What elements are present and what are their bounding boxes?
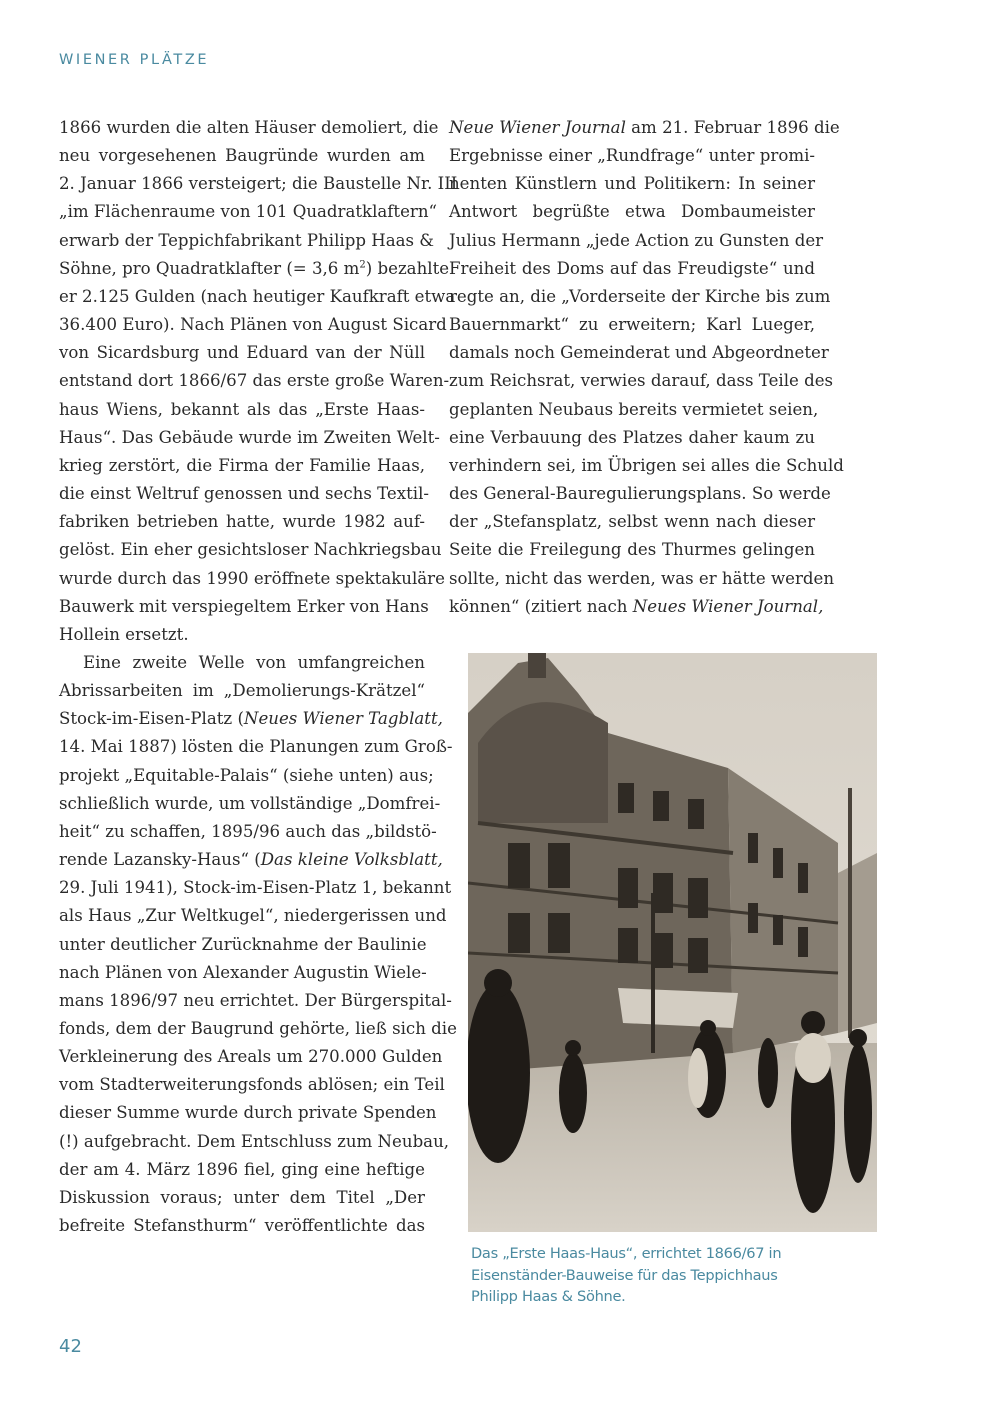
text-line: erwarb der Teppichfabrikant Philipp Haas & [59, 230, 435, 250]
text-line: fabriken betrieben hatte, wurde 1982 auf- [59, 512, 425, 532]
page-number: 42 [59, 1336, 82, 1357]
text-segment: am 21. Februar 1896 die [625, 118, 840, 137]
text-line: „im Flächenraume von 101 Quadratklaftern“ [59, 202, 438, 222]
text-line: projekt „Equitable-Palais“ (siehe unten) aus; [59, 765, 434, 785]
text-line: Antwort begrüßte etwa Dombaumeister [449, 202, 815, 222]
text-line: entstand dort 1866/67 das erste große Waren- [59, 371, 450, 391]
text-line: eine Verbauung des Platzes daher kaum zu [449, 427, 815, 447]
text-line: Hollein ersetzt. [59, 624, 189, 644]
text-line: regte an, die „Vorderseite der Kirche bis zum [449, 286, 831, 306]
text-line: (!) aufgebracht. Dem Entschluss zum Neubau, [59, 1131, 450, 1151]
text-line: zum Reichsrat, verwies darauf, dass Teile des [449, 371, 834, 391]
text-line: geplanten Neubaus bereits vermietet seien, [449, 399, 819, 419]
text-line: Haus“. Das Gebäude wurde im Zweiten Welt- [59, 427, 440, 447]
paragraph [59, 649, 457, 1240]
text-line: 2. Januar 1866 versteigert; die Baustelle Nr. III [59, 174, 458, 194]
text-line: dieser Summe wurde durch private Spenden [59, 1103, 437, 1123]
text-line: vom Stadterweiterungsfonds ablösen; ein Teil [59, 1075, 445, 1095]
figure-caption [471, 1243, 871, 1308]
text-line: wurde durch das 1990 eröffnete spektakuläre [59, 568, 445, 588]
text-line: nach Plänen von Alexander Augustin Wiele- [59, 962, 427, 982]
text-line: krieg zerstört, die Firma der Familie Haas, [59, 455, 425, 475]
text-line: die einst Weltruf genossen und sechs Textil- [59, 484, 429, 504]
text-line: er 2.125 Gulden (nach heutiger Kaufkraft etwa [59, 286, 456, 306]
text-segment: können“ (zitiert nach [449, 596, 633, 616]
text-line: haus Wiens, bekannt als das „Erste Haas- [59, 399, 425, 419]
text-line: als Haus „Zur Weltkugel“, niedergerissen und [59, 906, 447, 926]
text-line: der „Stefansplatz, selbst wenn nach dieser [449, 512, 815, 532]
text-line: schließlich wurde, um vollständige „Domfrei- [59, 793, 441, 813]
text-line: verhindern sei, im Übrigen sei alles die Schuld [449, 455, 844, 475]
building-photo-illustration [468, 653, 877, 1232]
text-line: der am 4. März 1896 fiel, ging eine heftige [59, 1159, 425, 1179]
caption-line: Philipp Haas & Söhne. [471, 1288, 626, 1305]
text-line: 29. Juli 1941), Stock-im-Eisen-Platz 1, bekannt [59, 878, 452, 898]
text-line: 1866 wurden die alten Häuser demoliert, die [59, 118, 439, 137]
text-line: damals noch Gemeinderat und Abgeordneter [449, 343, 829, 363]
newspaper-title: Neue Wiener Journal [449, 118, 626, 137]
text-line: Bauwerk mit verspiegeltem Erker von Hans [59, 596, 429, 616]
running-head: WIENER PLÄTZE [59, 52, 210, 68]
caption-line: Eisenständer-Bauweise für das Teppichhaus [471, 1266, 778, 1284]
text-line: Eine zweite Welle von umfangreichen [83, 652, 425, 672]
text-segment: Söhne, pro Quadratklafter (= 3,6 m [59, 258, 360, 278]
text-line: Abrissarbeiten im „Demolierungs-Krätzel“ [59, 681, 425, 701]
text-line: fonds, dem der Baugrund gehörte, ließ sich die [59, 1019, 457, 1038]
text-line: von Sicardsburg und Eduard van der Nüll [59, 343, 425, 363]
text-line: Diskussion voraus; unter dem Titel „Der [59, 1187, 425, 1207]
text-line: Ergebnisse einer „Rundfrage“ unter promi- [449, 146, 815, 166]
caption-line: Das „Erste Haas-Haus“, errichtet 1866/67 in [471, 1245, 782, 1262]
newspaper-title: Neues Wiener Journal, [632, 596, 824, 616]
text-line: sollte, nicht das werden, was er hätte werden [449, 568, 835, 588]
text-line: nenten Künstlern und Politikern: In seiner [449, 174, 815, 194]
text-line [59, 705, 443, 733]
text-column-left [59, 114, 458, 1240]
text-line: Julius Hermann „jede Action zu Gunsten der [449, 230, 824, 250]
newspaper-title: Das kleine Volksblatt, [260, 850, 443, 870]
text-line [449, 114, 840, 142]
text-segment: Stock-im-Eisen-Platz ( [59, 709, 244, 729]
text-line [59, 846, 443, 874]
text-line: 14. Mai 1887) lösten die Planungen zum Groß- [59, 737, 453, 757]
text-line: befreite Stefansthurm“ veröffentlichte das [59, 1216, 425, 1236]
paragraph [59, 114, 458, 649]
text-line: Seite die Freilegung des Thurmes gelingen [449, 540, 815, 560]
text-line: neu vorgesehenen Baugründe wurden am [59, 146, 425, 166]
text-line: gelöst. Ein eher gesichtsloser Nachkriegsbau [59, 540, 442, 560]
text-column-right [449, 114, 844, 621]
text-line [59, 255, 450, 283]
text-segment: ) bezahlte [365, 258, 450, 278]
newspaper-title: Neues Wiener Tagblatt, [243, 709, 443, 729]
text-segment: rende Lazansky-Haus“ ( [59, 850, 261, 870]
paragraph [449, 114, 844, 621]
text-line: Verkleinerung des Areals um 270.000 Gulden [59, 1047, 443, 1067]
text-line: unter deutlicher Zurücknahme der Baulinie [59, 934, 427, 954]
text-line: Freiheit des Doms auf das Freudigste“ und [449, 258, 815, 278]
historic-photo-erste-haas-haus [468, 653, 877, 1232]
text-line: Bauernmarkt“ zu erweitern; Karl Lueger, [449, 315, 815, 335]
superscript: 2 [359, 259, 366, 271]
text-line: des General-Bauregulierungsplans. So werde [449, 484, 831, 504]
text-line [449, 593, 824, 621]
text-line: mans 1896/97 neu errichtet. Der Bürgerspital- [59, 990, 452, 1010]
text-line: heit“ zu schaffen, 1895/96 auch das „bildstö- [59, 821, 437, 841]
text-line: 36.400 Euro). Nach Plänen von August Sicard [59, 315, 447, 335]
